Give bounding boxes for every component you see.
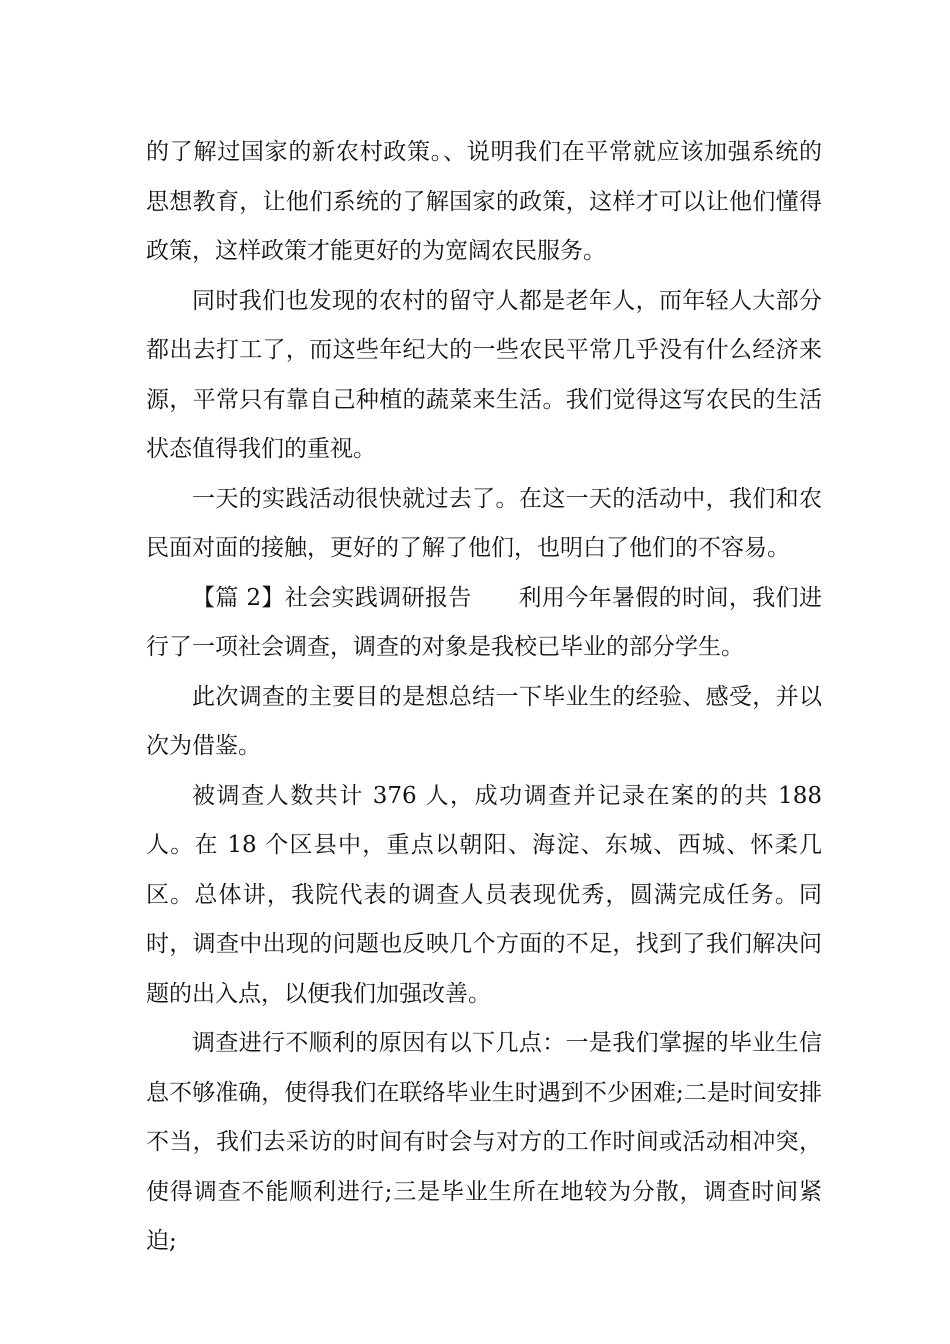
paragraph-2: 同时我们也发现的农村的留守人都是老年人，而年轻人大部分都出去打工了，而这些年纪大的一些农民平常几乎没有什么经济来源，平常只有靠自己种植的蔬菜来生活。我们觉得这写农民的生活状态值得我们的重视。 bbox=[146, 287, 822, 462]
paragraph-4: 【篇 2】社会实践调研报告 利用今年暑假的时间，我们进行了一项社会调查，调查的对象是我校已毕业的部分学生。 bbox=[146, 584, 822, 660]
document-body bbox=[146, 128, 822, 1267]
paragraph-5: 此次调查的主要目的是想总结一下毕业生的经验、感受，并以次为借鉴。 bbox=[146, 683, 822, 759]
paragraph-3: 一天的实践活动很快就过去了。在这一天的活动中，我们和农民面对面的接触，更好的了解了他们，也明白了他们的不容易。 bbox=[146, 485, 822, 561]
paragraph-7: 调查进行不顺利的原因有以下几点：一是我们掌握的毕业生信息不够准确，使得我们在联络毕业生时遇到不少困难;二是时间安排不当，我们去采访的时间有时会与对方的工作时间或活动相冲突，使得调查不能顺利进行;三是毕业生所在地较为分散，调查时间紧迫; bbox=[146, 1030, 822, 1254]
paragraph-6: 被调查人数共计 376 人，成功调查并记录在案的的共 188 人。在 18 个区县中，重点以朝阳、海淀、东城、西城、怀柔几区。总体讲，我院代表的调查人员表现优秀，圆满完成任务。同时，调查中出现的问题也反映几个方面的不足，找到了我们解决问题的出入点，以便我们加强改善。 bbox=[146, 782, 822, 1007]
paragraph-1: 的了解过国家的新农村政策。、说明我们在平常就应该加强系统的思想教育，让他们系统的了解国家的政策，这样才可以让他们懂得政策，这样政策才能更好的为宽阔农民服务。 bbox=[146, 139, 822, 264]
